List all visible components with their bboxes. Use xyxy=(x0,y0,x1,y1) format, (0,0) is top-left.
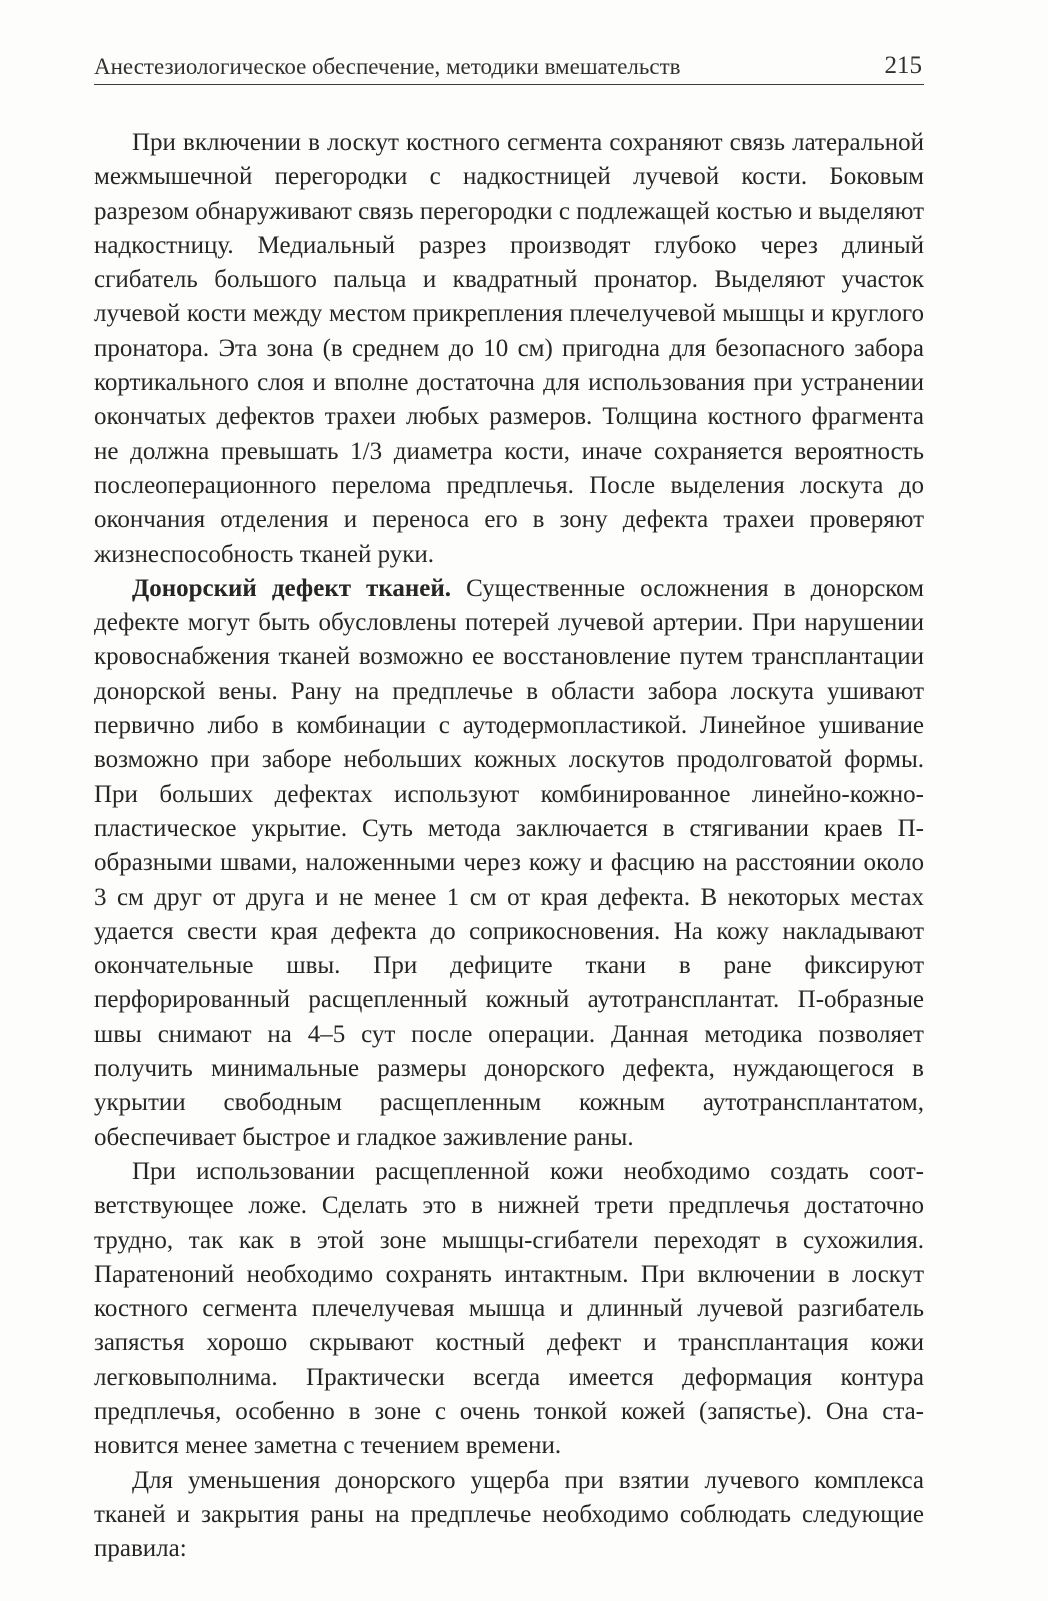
paragraph-donor-defect xyxy=(94,572,924,1155)
running-header-title: Анестезиологическое обеспечение, методики вмешательств xyxy=(94,54,681,79)
running-header xyxy=(94,48,924,85)
paragraph-text: Для уменьшения донорского ущерба при взятии лучевого комплекса тканей и закрытия раны на предплечье необходимо соблюдать следующие правила: xyxy=(94,1466,924,1563)
page-number: 215 xyxy=(884,52,922,79)
run-in-heading: Донорский дефект тканей. xyxy=(132,574,452,602)
paragraph-text: При включении в лоскут костного сегмента сохраняют связь латеральной межмышечной перегородки с надкостницей лучевой кости. Боковым разрезом обнаруживают связь перегородки с подлежащей костью и выделяют надкостницу. Медиальный разрез производят глубоко через длиный сгибатель большого пальца и квадратный пронатор. Выделяют участок лучевой кости между местом прикрепления плечелучевой мышцы и круглого пронатора. Эта зона (в среднем до 10 см) пригодна для безопасного забора кортикального слоя и вполне достаточна для использования при устранении окончатых дефектов трахеи любых размеров. Толщина костного фрагмента не должна превышать 1/3 диаметра кости, иначе сохраняется вероятность послеоперационного перелома предплечья. После выделения лоскута до окончания отделения и переноса его в зону дефекта трахеи проверяют жизнеспособность тканей руки. xyxy=(94,129,924,568)
paragraph-text: При использовании расщепленной кожи необходимо создать соответствующее ложе. Сделать это в нижней трети предплечья достаточно трудно, так как в этой зоне мышцы-сгибатели переходят в сухожилия. Паратеноний необходимо сохранять интактным. При включении в лоскут костного сегмента плечелучевая мышца и длинный лучевой разгибатель запястья хорошо скрывают костный дефект и трансплантация кожи легковыполнима. Практически всегда имеется деформация контура предплечья, особенно в зоне с очень тонкой кожей (запястье). Она становится менее заметна с течением времени. xyxy=(94,1157,924,1460)
paragraph-rules-intro xyxy=(94,1464,924,1567)
body-text xyxy=(94,126,924,1566)
paragraph-split-skin xyxy=(94,1155,924,1464)
paragraph-text: Существенные осложнения в донорском дефекте могут быть обусловлены потерей лучевой артерии. При нарушении кровоснабжения тканей возможно ее восстановление путем трансплантации донорской вены. Рану на предплечье в области забора лоскута ушивают первично либо в комбинации с аутодермопластикой. Линейное ушивание возможно при заборе небольших кожных лоскутов продолговатой формы. При больших дефектах используют комбинированное линейно-кожно-пластическое укрытие. Суть метода заключается в стягивании краев П-образными швами, наложенными через кожу и фасцию на расстоянии около 3 см друг от друга и не менее 1 см от края дефекта. В некоторых местах удается свести края дефекта до соприкосновения. На кожу накладывают окончательные швы. При дефиците ткани в ране фиксируют перфорированный расщепленный кожный аутотрансплантат. П-образные швы снимают на 4–5 сут после операции. Данная методика позволяет получить минимальные размеры донорского дефекта, нуждающегося в укрытии свободным расщепленным кожным аутотрансплантатом, обеспечивает быстрое и гладкое заживление раны. xyxy=(94,574,925,1151)
paragraph-bone-segment xyxy=(94,126,924,572)
